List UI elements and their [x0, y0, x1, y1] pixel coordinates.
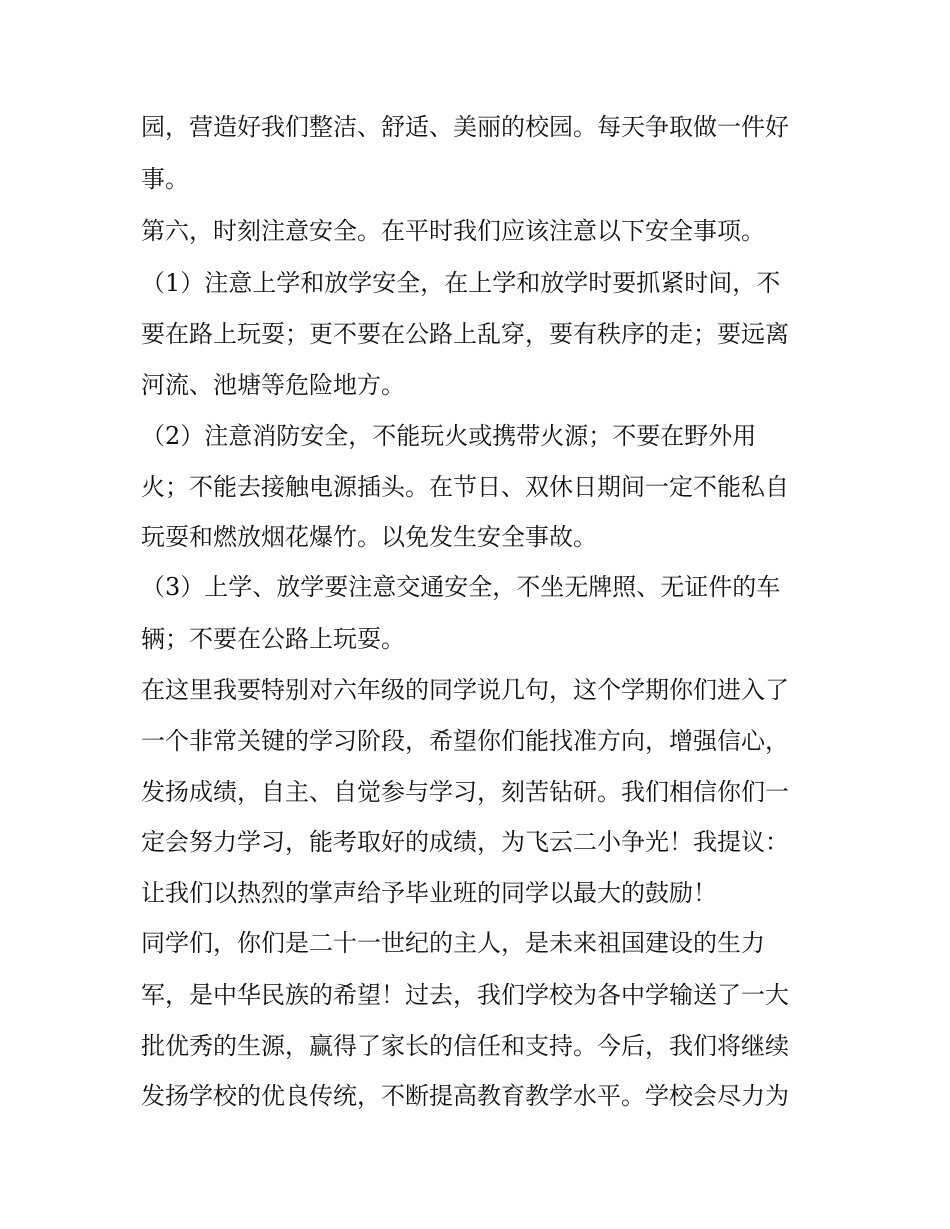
text-line: （1）注意上学和放学安全，在上学和放学时要抓紧时间，不	[141, 269, 781, 297]
text-line: （3）上学、放学要注意交通安全，不坐无牌照、无证件的车	[141, 573, 781, 601]
text-line: 同学们，你们是二十一世纪的主人，是未来祖国建设的生力	[141, 929, 765, 957]
text-line: （2）注意消防安全，不能玩火或携带火源；不要在野外用	[141, 422, 757, 450]
text-line: 火；不能去接触电源插头。在节日、双休日期间一定不能私自	[141, 473, 789, 501]
text-line: 在这里我要特别对六年级的同学说几句，这个学期你们进入了	[141, 676, 789, 704]
text-line: 批优秀的生源，赢得了家长的信任和支持。今后，我们将继续	[141, 1032, 789, 1060]
text-line: 事。	[141, 165, 189, 193]
text-line: 军，是中华民族的希望！过去，我们学校为各中学输送了一大	[141, 981, 789, 1009]
text-line: 一个非常关键的学习阶段，希望你们能找准方向，增强信心，	[141, 727, 789, 755]
text-line: 辆；不要在公路上玩耍。	[141, 625, 405, 653]
text-line: 要在路上玩耍；更不要在公路上乱穿，要有秩序的走；要远离	[141, 320, 789, 348]
text-line: 发扬学校的优良传统，不断提高教育教学水平。学校会尽力为	[141, 1082, 789, 1110]
text-line: 第六，时刻注意安全。在平时我们应该注意以下安全事项。	[141, 217, 765, 245]
text-line: 定会努力学习，能考取好的成绩，为飞云二小争光！我提议：	[141, 828, 789, 856]
text-line: 玩耍和燃放烟花爆竹。以免发生安全事故。	[141, 523, 597, 551]
text-line: 让我们以热烈的掌声给予毕业班的同学以最大的鼓励！	[141, 879, 717, 907]
text-line: 发扬成绩，自主、自觉参与学习，刻苦钻研。我们相信你们一	[141, 778, 789, 806]
text-line: 园，营造好我们整洁、舒适、美丽的校园。每天争取做一件好	[141, 113, 789, 141]
text-line: 河流、池塘等危险地方。	[141, 371, 405, 399]
